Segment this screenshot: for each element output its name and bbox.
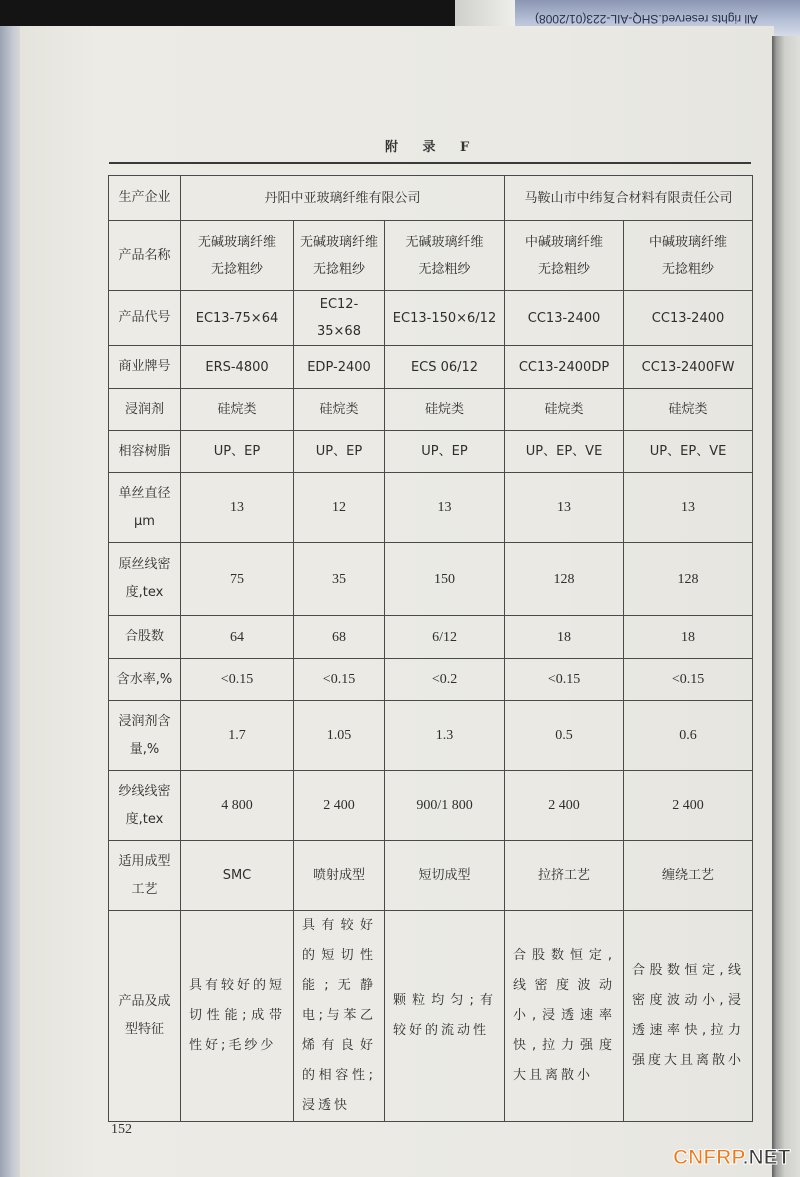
table-cell [505,701,624,771]
table-cell [294,659,385,701]
table-cell [624,431,753,473]
row-label-line: 量,% [129,741,160,757]
row-label [109,389,181,431]
table-cell [505,616,624,659]
row-label: 生产企业 [109,176,181,221]
table-row [109,771,753,841]
table-cell [624,473,753,543]
cell-text: 合股数恒定,线密度波动小,浸透速率快,拉力强度大且离散小 [513,948,616,1083]
cell-text: 13 [230,500,244,515]
table-cell [505,389,624,431]
table-row [109,389,753,431]
table-cell [385,431,505,473]
table-cell [624,659,753,701]
table-cell [385,221,505,291]
table-cell [385,473,505,543]
cell-text: 无碱玻璃纤维 [405,234,484,250]
cell-text: 13 [437,500,452,515]
cell-text: 2 400 [323,798,355,813]
cell-text: 无碱玻璃纤维 [300,234,379,250]
page-number: 152 [111,1122,132,1137]
table-cell [624,291,753,346]
table-cell [505,473,624,543]
table-cell [181,543,294,616]
cell-text: 中碱玻璃纤维 [525,234,604,250]
cell-text: 128 [553,571,575,587]
table-cell [181,389,294,431]
row-label-line: 工艺 [131,881,158,897]
cell-text: SMC [222,868,252,883]
cell-text: 中碱玻璃纤维 [649,234,728,250]
table-row-company [109,176,753,221]
table-cell [505,659,624,701]
table-cell [181,701,294,771]
cell-text: 硅烷类 [425,402,465,417]
row-label-line: 浸润剂 [124,401,164,417]
cell-text: UP、EP、VE [649,444,727,459]
cell-text: 2 400 [548,798,580,813]
table-cell [294,431,385,473]
row-label [109,431,181,473]
cell-text: 12 [332,500,346,515]
table-cell [624,616,753,659]
row-label [109,616,181,659]
table-row [109,543,753,616]
cell-text: 75 [230,571,244,587]
table-cell [624,911,753,1122]
table-cell [505,771,624,841]
row-label-line: 浸润剂含 [118,713,171,729]
book-spine-shadow [772,36,800,1177]
table-cell [624,221,753,291]
table-row [109,291,753,346]
cell-text: <0.15 [547,672,581,687]
glass-fiber-roving-spec-table [108,175,753,1122]
header-rule [109,162,751,164]
row-label-line: 适用成型 [118,853,171,869]
cell-text: EC13-150×6/12 [392,310,497,326]
cell-text: EDP-2400 [307,359,371,375]
cell-text: ERS-4800 [205,359,269,375]
cell-text: <0.15 [671,672,705,687]
cell-text: 拉挤工艺 [538,868,591,883]
table-cell [385,543,505,616]
cell-text: 无捻粗纱 [662,261,715,277]
table-row [109,659,753,701]
table-cell [294,911,385,1122]
table-cell [505,291,624,346]
table-row [109,473,753,543]
table-cell [181,431,294,473]
table-cell [181,911,294,1122]
table-cell [624,346,753,389]
table-cell [505,841,624,911]
company-b-cell: 马鞍山市中纬复合材料有限责任公司 [505,176,753,221]
cell-text: 1.05 [326,728,352,743]
row-label [109,221,181,291]
table-cell [181,346,294,389]
cell-text: CC13-2400FW [641,359,735,375]
page-stack-edge [0,26,22,1177]
table-cell [181,771,294,841]
row-label-line: μm [134,513,155,529]
cell-text: 无捻粗纱 [538,261,591,277]
table-row [109,431,753,473]
table-cell [294,221,385,291]
cell-text: <0.15 [220,672,254,687]
table-row [109,841,753,911]
cell-text: 短切成型 [418,868,471,883]
cell-text: 无捻粗纱 [312,261,365,277]
table-cell [385,346,505,389]
site-watermark [673,1146,790,1170]
cell-text: 0.5 [555,728,573,743]
table-cell [505,346,624,389]
table-cell [385,841,505,911]
table-row [109,221,753,291]
row-label [109,659,181,701]
row-label [109,841,181,911]
cell-text: 13 [557,500,572,515]
row-label-line: 度,tex [125,585,164,600]
row-label [109,346,181,389]
table-cell [505,911,624,1122]
table-cell [181,221,294,291]
row-label-line: 单丝直径 [118,485,171,501]
cell-text: 4 800 [221,798,253,813]
row-label [109,701,181,771]
cell-text: UP、EP [315,444,363,459]
row-label [109,911,181,1122]
table-cell [505,543,624,616]
table-cell [294,346,385,389]
table-cell [385,911,505,1122]
table-row [109,616,753,659]
cell-text: UP、EP [213,444,261,459]
cell-text: 硅烷类 [217,402,257,417]
cell-text: 128 [677,571,699,587]
row-label-line: 产品代号 [118,310,171,325]
table-cell [294,543,385,616]
table-cell [181,473,294,543]
cell-text: 无捻粗纱 [418,261,471,277]
cell-text: 硅烷类 [319,402,359,417]
row-label-line: 产品及成 [118,994,171,1009]
cell-text: 18 [557,629,572,645]
running-head: 附 录 F [385,140,480,155]
cell-text: 13 [681,500,696,515]
table-cell [624,389,753,431]
cell-text: 0.6 [679,728,697,743]
cell-text: 硅烷类 [544,402,584,417]
row-label [109,543,181,616]
row-label-line: 含水率,% [116,671,173,687]
table-cell [505,431,624,473]
table-cell [181,616,294,659]
table-cell [505,221,624,291]
cell-text: 35 [332,571,346,587]
watermark-brand: CNFRP [673,1146,743,1169]
cell-text: ECS 06/12 [410,359,479,375]
table-cell [385,389,505,431]
table-cell [624,771,753,841]
row-label [109,473,181,543]
table-cell [181,659,294,701]
cell-text: 具有较好的短切性能;成带性好;毛纱少 [189,978,286,1053]
cell-text: UP、EP、VE [525,444,603,459]
cell-text: UP、EP [421,444,468,459]
table-cell [385,701,505,771]
row-label-line: 型特征 [124,1022,164,1037]
table-cell [624,543,753,616]
cell-text: CC13-2400 [527,310,601,326]
row-label-line: 纱线线密 [118,783,171,799]
company-a-cell: 丹阳中亚玻璃纤维有限公司 [181,176,505,221]
row-label [109,771,181,841]
cell-text: CC13-2400DP [518,359,610,375]
table-cell [385,616,505,659]
table-cell [294,616,385,659]
cell-text: 1.7 [228,728,246,743]
cell-text: 900/1 800 [416,798,473,813]
table-row [109,701,753,771]
cell-text: 颗粒均匀;有较好的流动性 [393,993,497,1038]
table-cell [181,291,294,346]
row-label-line: 合股数 [124,629,164,644]
row-label-line: 产品名称 [118,247,171,263]
row-label [109,291,181,346]
cell-text: 68 [332,629,346,645]
row-label-line: 原丝线密 [118,557,171,572]
table-cell [624,841,753,911]
table-row [109,911,753,1122]
cell-text: 1.3 [435,728,454,743]
cell-text: <0.2 [431,672,458,687]
table-cell [385,659,505,701]
cell-text: 18 [681,629,696,645]
watermark-suffix: .NET [742,1146,791,1169]
table-cell [294,291,385,346]
table-cell [181,841,294,911]
cell-text: 无捻粗纱 [210,261,263,277]
background-sheet-text: All rights reserved.SHQ-AIL-223(01/2008) [535,12,758,26]
table-row [109,346,753,389]
table-cell [385,771,505,841]
table-cell [294,771,385,841]
table-cell [624,701,753,771]
table-cell [385,291,505,346]
table-cell [294,841,385,911]
table-cell [294,389,385,431]
row-label-line: 度,tex [125,811,164,827]
cell-text: 具有较好的短切性能;无静电;与苯乙烯有良好的相容性;浸透快 [302,918,376,1113]
cell-text: 合股数恒定,线密度波动小,浸透速率快,拉力强度大且离散小 [632,963,745,1068]
cell-text: CC13-2400 [651,310,725,326]
cell-text: 150 [434,571,456,587]
cell-text: 喷射成型 [312,868,365,883]
cell-text: 2 400 [672,798,704,813]
table-cell [294,473,385,543]
row-label-line: 商业牌号 [118,359,171,374]
cell-text: 缠绕工艺 [662,868,715,883]
cell-text: 无碱玻璃纤维 [197,234,276,250]
row-label-line: 相容树脂 [118,443,171,459]
cell-text: EC13-75×64 [195,310,279,326]
table-cell [294,701,385,771]
cell-text: 64 [230,629,244,645]
cell-text: 硅烷类 [668,402,708,417]
cell-text: <0.15 [322,672,356,687]
cell-text: EC12-35×68 [317,297,361,339]
cell-text: 6/12 [432,629,457,645]
